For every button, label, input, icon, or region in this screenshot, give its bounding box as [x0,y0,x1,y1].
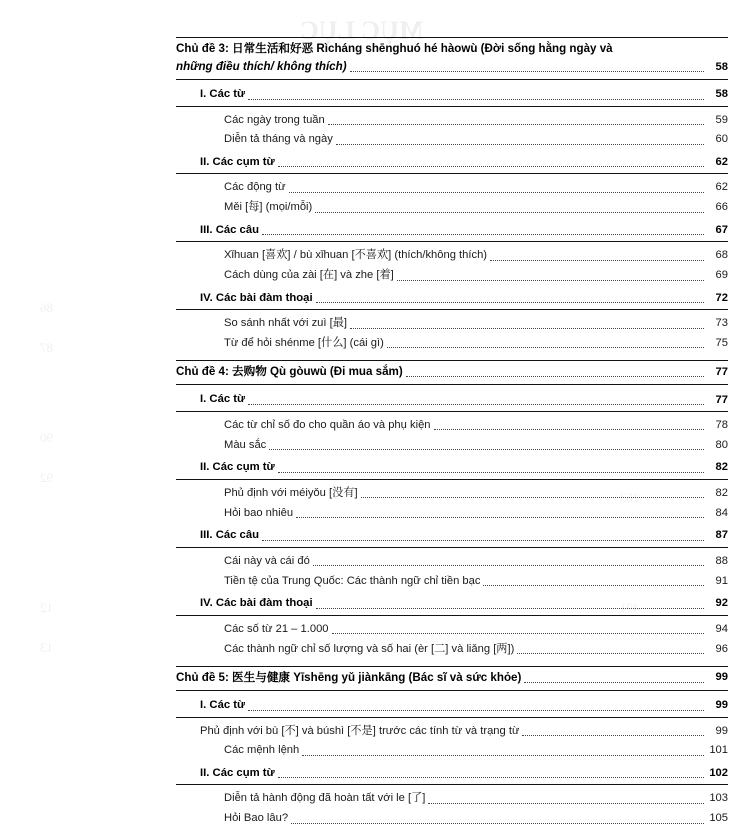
entry-page-number: 91 [715,574,728,587]
entry-label: Các mệnh lệnh [224,744,300,757]
leader-dots [315,211,704,213]
entry-label: Xǐhuan [喜欢] / bù xǐhuan [不喜欢] (thích/không thích) [224,249,488,262]
leader-dots [522,734,704,736]
section-label: I. Các từ [200,698,246,711]
section-page-number: 77 [715,393,728,406]
ghost-mark: 86 [40,300,53,315]
section-label: I. Các từ [200,393,246,406]
ghost-mark: 263 [620,490,640,505]
toc-entry[interactable] [176,248,728,263]
chapter-title-line-1 [176,364,728,380]
leader-dots [278,776,704,778]
entry-label: Màu sắc [224,438,267,451]
toc-entry[interactable] [176,336,728,351]
leader-dots [483,584,704,586]
chapter-page-number: 58 [715,60,728,73]
leader-dots [490,259,704,261]
chapter-title-line-2 [176,59,728,75]
toc-section-c4-s1[interactable] [176,392,728,412]
chapter-title-text-1: Chủ đề 4: 去购物 Qù gòuwù (Đi mua sắm) [176,365,403,379]
entry-page-number: 103 [709,792,728,805]
section-page-number: 92 [715,597,728,610]
ghost-mark: 87 [40,340,53,355]
section-label: I. Các từ [200,87,246,100]
leader-dots [316,607,704,609]
leader-dots [313,564,704,566]
toc-entry[interactable] [176,486,728,501]
entry-page-number: 75 [715,337,728,350]
entry-label: Diễn tả hành động đã hoàn tất với le [了] [224,792,426,805]
leader-dots [296,516,704,518]
entry-page-number: 105 [709,812,728,825]
entry-label: Hỏi bao nhiêu [224,506,294,519]
toc-entry[interactable] [176,791,728,806]
toc-entry[interactable] [176,438,728,453]
entry-label: So sánh nhất với zuì [最] [224,317,348,330]
entry-label: Cái này và cái đó [224,554,310,567]
entry-page-number: 68 [715,249,728,262]
entry-page-number: 94 [715,622,728,635]
toc-section-c3-s4[interactable] [176,291,728,311]
leader-dots [350,327,704,329]
toc-entry[interactable] [176,642,728,657]
leader-dots [262,539,704,541]
entry-label: Tiền tệ của Trung Quốc: Các thành ngữ chỉ tiền bạc [224,574,481,587]
leader-dots [278,471,704,473]
toc-entry[interactable] [176,316,728,331]
chapter-page-number: 99 [715,671,728,684]
leader-dots [291,822,704,824]
toc-section-c3-s1[interactable] [176,87,728,107]
leader-dots [361,496,704,498]
toc-section-c3-s2[interactable] [176,155,728,175]
leader-dots [434,428,704,430]
toc-entry[interactable] [176,574,728,589]
toc-section-c4-s4[interactable] [176,596,728,616]
leader-dots [336,143,704,145]
leader-dots [406,375,704,377]
chapter-title-text-2: những điều thích/ không thích) [176,59,347,73]
ghost-mark: 90 [40,430,53,445]
leader-dots [397,279,704,281]
toc-entry[interactable] [176,113,728,128]
toc-entry[interactable] [176,200,728,215]
entry-page-number: 99 [715,724,728,737]
toc-section-c4-s2[interactable] [176,460,728,480]
entry-label: Diễn tả tháng và ngày [224,133,333,146]
chapter-heading-chu-de-3[interactable] [176,37,728,80]
toc-entry[interactable] [176,268,728,283]
section-label: II. Các cụm từ [200,766,275,779]
entry-label: Các số từ 21 – 1.000 [224,622,329,635]
section-page-number: 87 [715,529,728,542]
leader-dots [428,802,704,804]
leader-dots [248,98,704,100]
toc-entry[interactable] [176,622,728,637]
entry-page-number: 73 [715,317,728,330]
section-label: IV. Các bài đàm thoại [200,597,313,610]
ghost-mark: MỤC LỤC [300,16,424,45]
leader-dots [517,652,704,654]
leader-dots [269,448,704,450]
entry-label: Cách dùng của zài [在] và zhe [着] [224,269,394,282]
entry-page-number: 80 [715,438,728,451]
entry-label: Các ngày trong tuần [224,113,325,126]
ghost-mark: 92 [40,470,53,485]
entry-page-number: 88 [715,554,728,567]
section-page-number: 67 [715,223,728,236]
entry-page-number: 69 [715,269,728,282]
leader-dots [289,191,704,193]
chapter-heading-chu-de-5[interactable] [176,666,728,691]
toc-section-c5-s1[interactable] [176,698,728,718]
section-label: IV. Các bài đàm thoại [200,291,313,304]
entry-label: Các thành ngữ chỉ số lượng và số hai (èr [二] và liǎng [两]) [224,642,515,655]
entry-label: Các động từ [224,181,286,194]
toc-entry[interactable] [176,554,728,569]
toc-section-c4-s3[interactable] [176,528,728,548]
leader-dots [332,632,704,634]
toc-section-c5-s2[interactable] [176,766,728,786]
entry-label: Měi [每] (mọi/mỗi) [224,201,313,214]
entry-page-number: 82 [715,486,728,499]
section-page-number: 58 [715,88,728,101]
leader-dots [248,403,704,405]
entry-page-number: 60 [715,133,728,146]
entry-page-number: 62 [715,181,728,194]
leader-dots [524,681,704,683]
section-page-number: 82 [715,461,728,474]
entry-page-number: 84 [715,506,728,519]
chapter-page-number: 77 [715,366,728,378]
leader-dots [316,301,704,303]
entry-label: Hỏi Bao lâu? [224,812,289,825]
section-label: II. Các cụm từ [200,461,275,474]
section-page-number: 62 [715,155,728,168]
table-of-contents [176,37,728,827]
section-label: III. Các câu [200,529,260,542]
entry-page-number: 96 [715,642,728,655]
entry-label: Từ để hỏi shénme [什么] (cái gì) [224,337,384,350]
entry-label: Các từ chỉ số đo cho quần áo và phụ kiện [224,419,431,432]
toc-entry[interactable] [176,506,728,521]
leader-dots [262,233,704,235]
chapter-title-line-1 [176,670,728,686]
toc-entry[interactable] [176,724,728,739]
entry-page-number: 78 [715,419,728,432]
chapter-title-text-1: Chủ đề 5: 医生与健康 Yīshēng yǔ jiànkāng (Bác sĩ và sức khỏe) [176,670,522,684]
toc-entry[interactable] [176,811,728,826]
toc-entry[interactable] [176,418,728,433]
section-label: II. Các cụm từ [200,155,275,168]
section-page-number: 72 [715,291,728,304]
leader-dots [302,754,704,756]
entry-page-number: 101 [709,744,728,757]
chapter-heading-chu-de-4[interactable] [176,360,728,385]
leader-dots [328,123,704,125]
entry-label: Phủ định với bù [不] và búshì [不是] trước các tính từ và trạng từ [200,724,520,737]
toc-section-c3-s3[interactable] [176,223,728,243]
section-page-number: 99 [715,699,728,712]
toc-entry[interactable] [176,132,728,147]
section-label: III. Các câu [200,223,260,236]
leader-dots [278,165,704,167]
toc-entry[interactable] [176,743,728,758]
section-page-number: 102 [709,766,728,779]
chapter-title-text-1: Chủ đề 3: 日常生活和好恶 Rìcháng shēnghuó hé hàowù (Đời sống hằng ngày và [176,42,613,55]
ghost-mark: 12 [40,600,53,615]
entry-label: Phủ định với méiyǒu [没有] [224,486,358,499]
leader-dots [350,70,704,72]
ghost-mark: 13 [40,640,53,655]
ghost-mark: 491 [620,600,640,615]
leader-dots [387,346,704,348]
toc-entry[interactable] [176,180,728,195]
leader-dots [248,709,704,711]
entry-page-number: 66 [715,201,728,214]
chapter-title-line-1 [176,41,728,57]
entry-page-number: 59 [715,113,728,126]
